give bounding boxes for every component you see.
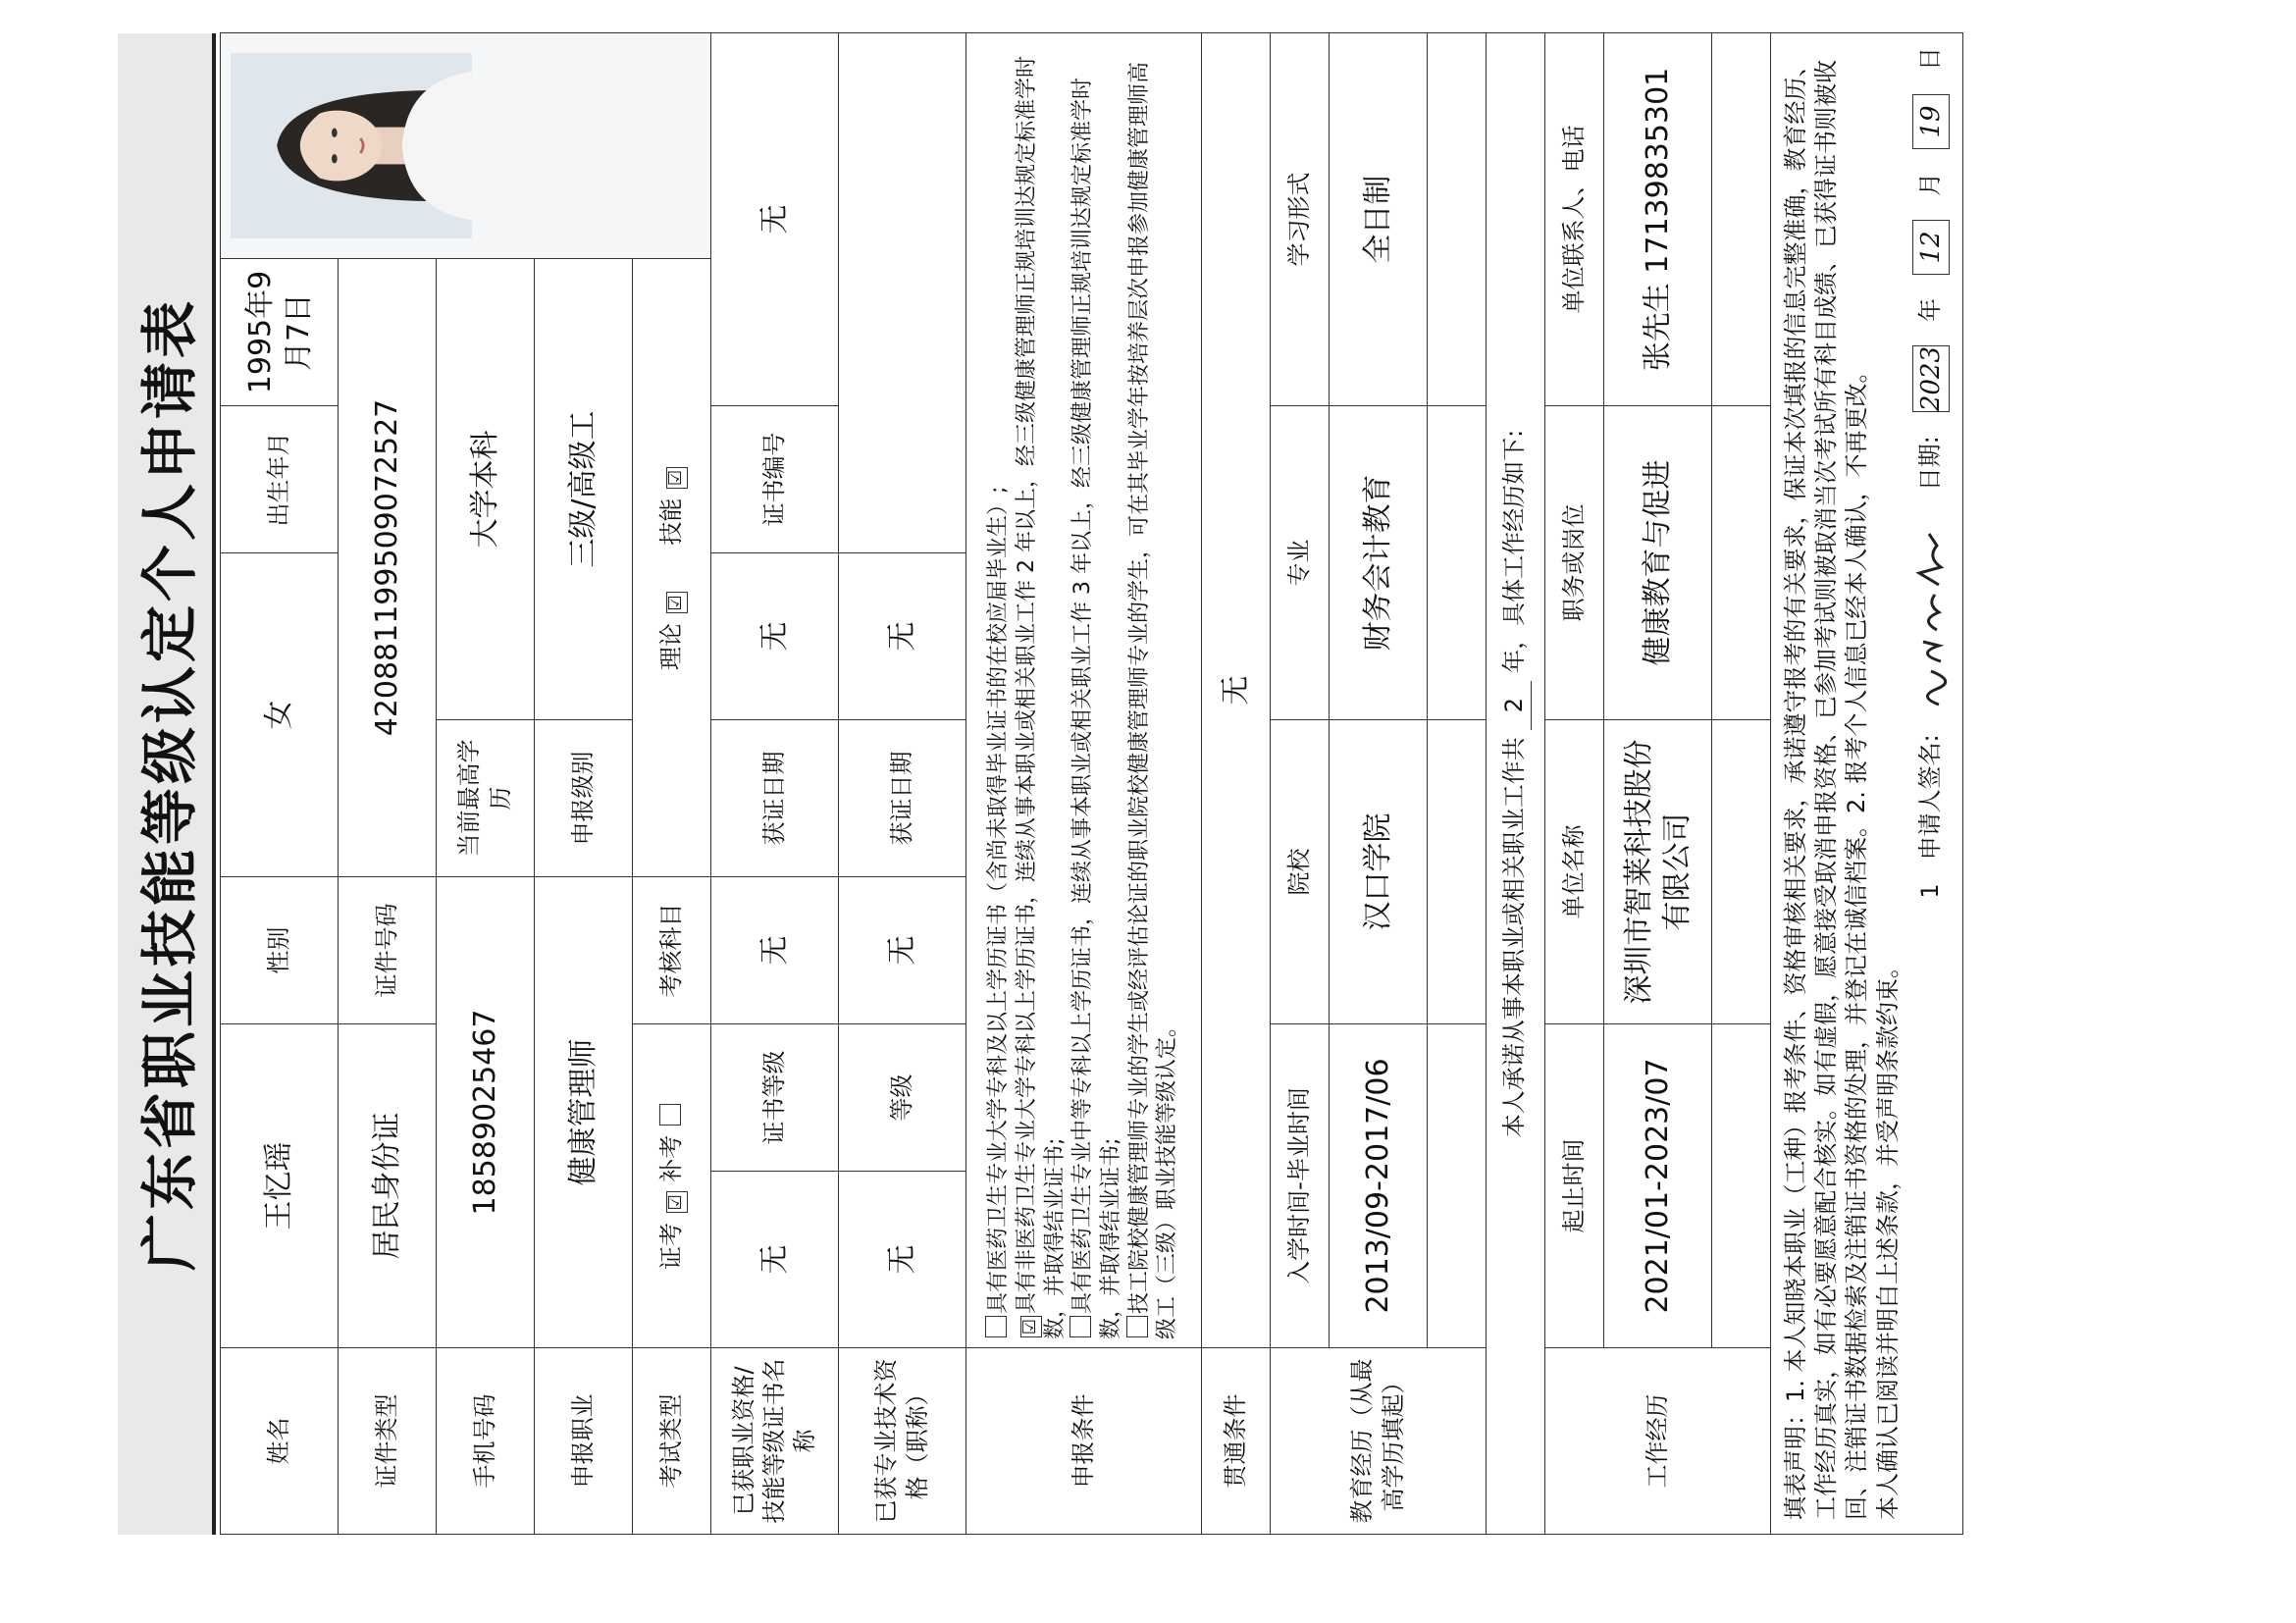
birth-value: 1995年9月7日 — [221, 259, 339, 406]
cert-no-label: 证书编号 — [711, 406, 839, 553]
occupation-label: 申报职业 — [535, 1348, 633, 1535]
through-label: 贯通条件 — [1202, 1348, 1271, 1535]
title-date-value: 无 — [839, 553, 966, 720]
edu-col-school: 院校 — [1271, 720, 1330, 1024]
cert-level-value: 无 — [711, 877, 839, 1024]
edu-col-major: 专业 — [1271, 406, 1330, 720]
edu-col-form: 学习形式 — [1271, 33, 1330, 406]
subject-label: 考核科目 — [633, 877, 711, 1024]
id-type-label: 证件类型 — [339, 1348, 437, 1535]
work-col-time: 起止时间 — [1545, 1024, 1604, 1348]
exam-type-regular-checkbox[interactable]: ☑ — [666, 1191, 688, 1213]
table-row — [1604, 33, 1712, 1535]
cert-no-value: 无 — [711, 33, 839, 406]
exam-type-options — [633, 1024, 711, 1348]
title-date-label: 获证日期 — [839, 720, 966, 877]
application-table — [220, 32, 1963, 1535]
exam-type-regular: 证考 — [656, 1222, 685, 1270]
subject-skill-checkbox[interactable]: ☑ — [666, 467, 688, 489]
gender-label: 性别 — [221, 877, 339, 1024]
declaration — [1771, 33, 1963, 1535]
edu-time: 2013/09-2017/06 — [1330, 1024, 1428, 1348]
edu-form: 全日制 — [1330, 33, 1428, 406]
phone-value: 18589025467 — [437, 877, 535, 1348]
work-time: 2021/01-2023/07 — [1604, 1024, 1712, 1348]
date-label: 日期: — [1916, 436, 1945, 492]
date-day[interactable]: 19 — [1912, 94, 1950, 149]
cert-date-label: 获证日期 — [711, 720, 839, 877]
cert-level-label: 证书等级 — [711, 1024, 839, 1172]
work-unit: 深圳市智莱科技股份有限公司 — [1604, 720, 1712, 1024]
edu-label: 当前最高学历 — [437, 720, 535, 877]
work-post: 健康教育与促进 — [1604, 406, 1712, 720]
table-row — [1330, 33, 1428, 1535]
signature-row: 1 申请人签名: 日期: 2023 年 12 月 19 日 — [1909, 47, 1953, 1520]
name-value: 王忆瑶 — [221, 1024, 339, 1348]
condition-2: ☑具有非医药卫生专业大学专科以上学历证书，连续从事本职业或相关职业工作 2 年以上，经三级健康管理师正规培训达规定标准学时数，并取得结业证书; — [1014, 56, 1068, 1339]
form-title: 广东省职业技能等级认定个人申请表 — [118, 33, 216, 1535]
title-cert-value: 无 — [839, 1172, 966, 1348]
title-cert-label: 已获专业技术资格（职称） — [839, 1348, 966, 1535]
edu-major: 财务会计教育 — [1330, 406, 1428, 720]
date-month[interactable]: 12 — [1912, 220, 1950, 275]
edu-col-time: 入学时间-毕业时间 — [1271, 1024, 1330, 1348]
conditions-label: 申报条件 — [966, 1348, 1202, 1535]
work-promise: 本人承诺从事本职业或相关职业工作共 2 年，具体工作经历如下: — [1487, 33, 1545, 1535]
id-no-value: 420881199509072527 — [339, 259, 437, 877]
subject-theory: 理论 — [656, 623, 685, 671]
work-col-post: 职务或岗位 — [1545, 406, 1604, 720]
condition-2-checkbox[interactable]: ☑ — [1020, 1316, 1042, 1337]
cert-name-label: 已获职业资格/技能等级证书名称 — [711, 1348, 839, 1535]
edu-school: 汉口学院 — [1330, 720, 1428, 1024]
conditions-list — [966, 33, 1202, 1348]
signature-label: 申请人签名: — [1916, 734, 1945, 861]
condition-3-checkbox[interactable] — [1070, 1316, 1091, 1337]
name-label: 姓名 — [221, 1348, 339, 1535]
condition-4-checkbox[interactable] — [1126, 1316, 1148, 1337]
birth-label: 出生年月 — [221, 406, 339, 553]
table-row-empty — [1428, 33, 1487, 1535]
condition-1: 具有医药卫生专业大学专科及以上学历证书（含尚未取得毕业证书的在校应届毕业生）; — [985, 41, 1014, 1339]
table-row-empty — [1712, 33, 1771, 1535]
id-no-label: 证件号码 — [339, 877, 437, 1024]
title-empty-cell — [839, 33, 966, 553]
through-value: 无 — [1202, 33, 1271, 1348]
edu-value: 大学本科 — [437, 259, 535, 720]
photo-cell — [221, 33, 711, 259]
work-col-contact: 单位联系人、电话 — [1545, 33, 1604, 406]
signature-scribble — [1909, 514, 1953, 710]
cert-name-value: 无 — [711, 1172, 839, 1348]
exam-type-makeup: 补考 — [656, 1134, 685, 1182]
level-value: 三级/高级工 — [535, 259, 633, 720]
subject-options — [633, 259, 711, 877]
title-level-value: 无 — [839, 877, 966, 1024]
subject-theory-checkbox[interactable]: ☑ — [666, 592, 688, 613]
exam-type-label: 考试类型 — [633, 1348, 711, 1535]
title-level-label: 等级 — [839, 1024, 966, 1172]
condition-4: 技工院校健康管理师专业的学生或经评估论证的职业院校健康管理师专业的学生，可在其毕业学年按培养层次申报参加健康管理师高级工（三级）职业技能等级认定。 — [1126, 61, 1180, 1339]
subject-skill: 技能 — [656, 497, 685, 546]
education-label: 教育经历（从最高学历填起） — [1271, 1348, 1487, 1535]
page-number: 1 — [1916, 883, 1945, 899]
gender-value: 女 — [221, 553, 339, 877]
work-col-unit: 单位名称 — [1545, 720, 1604, 1024]
exam-type-makeup-checkbox[interactable] — [659, 1104, 681, 1126]
phone-label: 手机号码 — [437, 1348, 535, 1535]
work-contact: 张先生 17139835301 — [1604, 33, 1712, 406]
date-year[interactable]: 2023 — [1912, 345, 1950, 412]
applicant-photo — [231, 53, 472, 238]
declaration-confirm: 本人确认已阅读并明白上述条款，并受声明条款约束。 — [1873, 955, 1902, 1520]
condition-1-checkbox[interactable] — [985, 1316, 1007, 1337]
cert-date-value: 无 — [711, 553, 839, 720]
occupation-value: 健康管理师 — [535, 877, 633, 1348]
id-type-value: 居民身份证 — [339, 1024, 437, 1348]
declaration-text: 填表声明：1. 本人知晓本职业（工种）报考条件、资格审核相关要求，承诺遵守报考的有关要求，保证本次填报的信息完整准确，教育经历、工作经历真实，如有必要愿意配合核实。如有虚假，愿意接受取消申报资格、已参加考试则被取消当次考试所有科目成绩、已获得证书则被收回、注销证书数据检索及注销证书资格的处理，并登记在诚信档案。2. 报考个人信息已经本人确认，不再更改。 — [1782, 53, 1871, 1520]
level-label: 申报级别 — [535, 720, 633, 877]
work-label: 工作经历 — [1545, 1348, 1771, 1535]
condition-3: 具有医药卫生专业中等专科以上学历证书，连续从事本职业或相关职业工作 3 年以上，经三级健康管理师正规培训达规定标准学时数，并取得结业证书; — [1070, 78, 1123, 1339]
